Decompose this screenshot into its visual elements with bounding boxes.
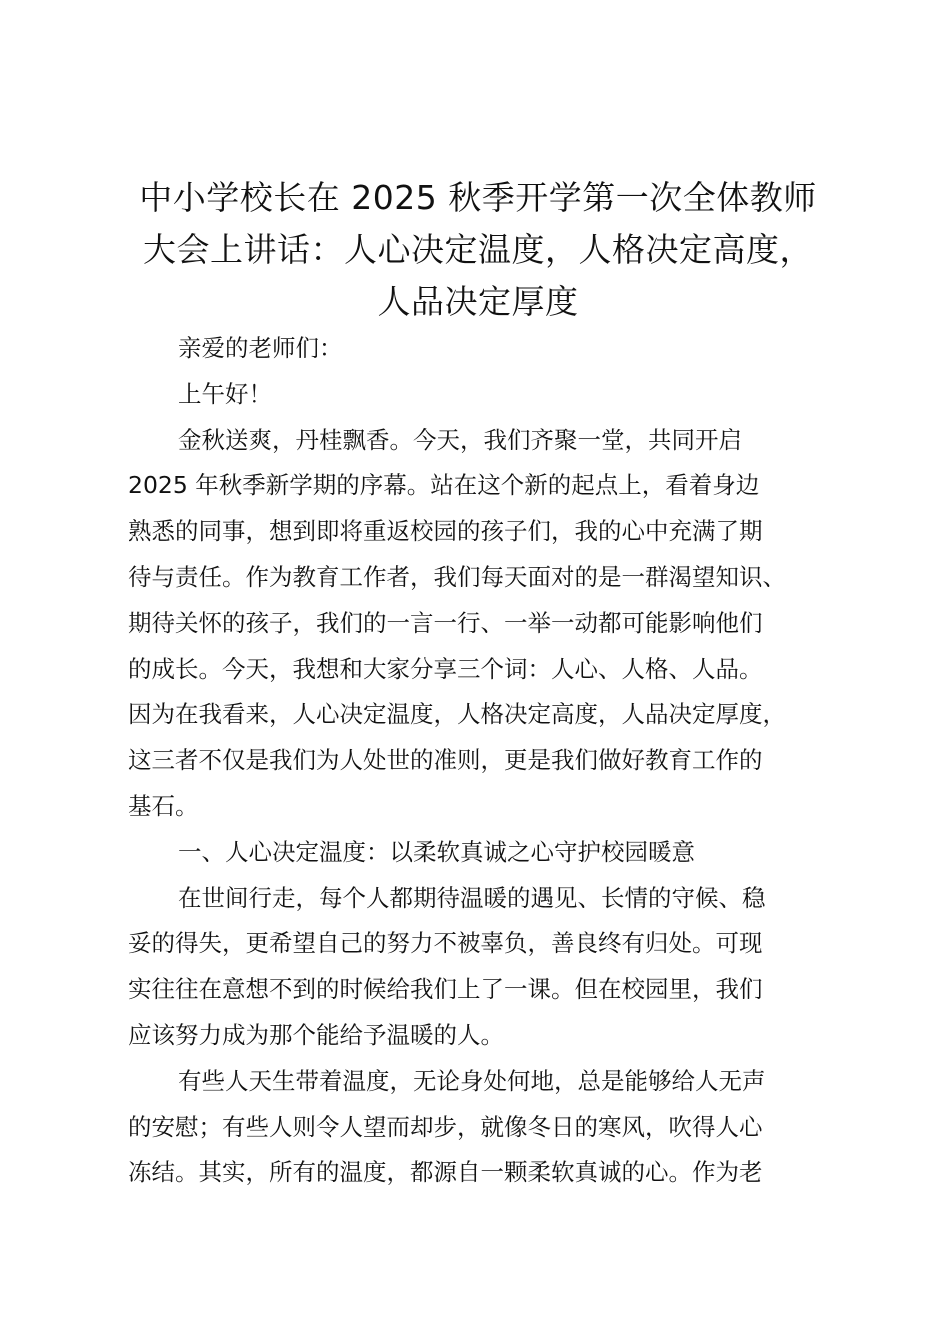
body-line: 的成长。今天，我想和大家分享三个词：人心、人格、人品。: [128, 654, 763, 683]
title-line-2: 大会上讲话：人心决定温度，人格决定高度，: [143, 230, 813, 269]
body-line: 期待关怀的孩子，我们的一言一行、一举一动都可能影响他们: [128, 608, 763, 637]
body-line: 待与责任。作为教育工作者，我们每天面对的是一群渴望知识、: [128, 562, 786, 591]
body-line: 在世间行走，每个人都期待温暖的遇见、长情的守候、稳: [178, 883, 766, 912]
body-line: 金秋送爽，丹桂飘香。今天，我们齐聚一堂，共同开启: [178, 425, 742, 454]
body-line: 应该努力成为那个能给予温暖的人。: [128, 1020, 504, 1049]
body-line: 的安慰；有些人则令人望而却步，就像冬日的寒风，吹得人心: [128, 1112, 763, 1141]
body-line: 熟悉的同事，想到即将重返校园的孩子们，我的心中充满了期: [128, 517, 763, 546]
title-line-3: 人品决定厚度: [377, 282, 579, 321]
body-line: 有些人天生带着温度，无论身处何地，总是能够给人无声: [178, 1066, 766, 1095]
body-line: 一、人心决定温度：以柔软真诚之心守护校园暖意: [178, 837, 695, 866]
body-line: 冻结。其实，所有的温度，都源自一颗柔软真诚的心。作为老: [128, 1158, 763, 1187]
body-line: 基石。: [128, 791, 199, 820]
body-line: 实往往在意想不到的时候给我们上了一课。但在校园里，我们: [128, 975, 763, 1004]
document-body: [128, 326, 840, 1196]
body-line: 上午好！: [178, 379, 272, 408]
body-line: 这三者不仅是我们为人处世的准则，更是我们做好教育工作的: [128, 746, 763, 775]
body-line: 因为在我看来，人心决定温度，人格决定高度，人品决定厚度，: [128, 700, 786, 729]
body-line: 2025 年秋季新学期的序幕。站在这个新的起点上，看着身边: [128, 471, 760, 500]
body-line: 妥的得失，更希望自己的努力不被辜负，善良终有归处。可现: [128, 929, 763, 958]
body-line: 亲爱的老师们：: [178, 334, 343, 362]
title-line-1: 中小学校长在 2025 秋季开学第一次全体教师: [139, 178, 817, 217]
document-title: [120, 172, 836, 328]
